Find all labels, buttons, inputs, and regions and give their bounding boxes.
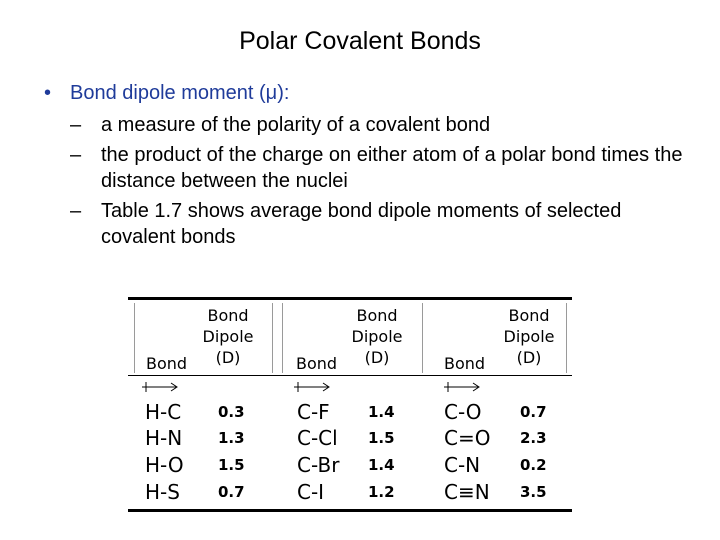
table-group-3 xyxy=(424,297,572,512)
bond-name: C-I xyxy=(297,480,325,504)
bond-name: C-F xyxy=(297,400,330,424)
dipole-value: 1.4 xyxy=(368,456,395,474)
table-group-1 xyxy=(128,297,276,512)
dipole-value: 2.3 xyxy=(520,429,547,447)
bond-name: C-O xyxy=(444,400,482,424)
column-separator xyxy=(272,303,273,373)
bond-name: H-C xyxy=(145,400,182,424)
dipole-arrow-icon xyxy=(444,380,484,394)
dipole-value: 0.7 xyxy=(520,403,547,421)
dipole-arrow-icon xyxy=(142,380,182,394)
dash-marker: – xyxy=(70,200,82,222)
column-separator xyxy=(282,303,283,373)
dipole-header xyxy=(494,305,564,368)
dipole-header-line: Bond xyxy=(356,306,398,325)
dipole-header-line: (D) xyxy=(364,348,390,367)
dipole-value: 0.2 xyxy=(520,456,547,474)
sub-bullet-text: the product of the charge on either atom of a polar bond times the distance between the nuclei xyxy=(101,144,683,192)
column-separator xyxy=(566,303,567,373)
dipole-header-line: (D) xyxy=(516,348,542,367)
dipole-value: 0.7 xyxy=(218,483,245,501)
dipole-value: 1.2 xyxy=(368,483,395,501)
bond-header: Bond xyxy=(296,354,338,373)
sub-bullet xyxy=(70,198,684,250)
dipole-header-line: Dipole xyxy=(503,327,555,346)
sub-bullet-text: a measure of the polarity of a covalent bond xyxy=(101,114,491,136)
bond-name: C≡N xyxy=(444,480,490,504)
bond-name: H-O xyxy=(145,453,184,477)
dipole-header-line: Bond xyxy=(508,306,550,325)
bond-name: H-S xyxy=(145,480,180,504)
dipole-header-line: Dipole xyxy=(351,327,403,346)
bond-header: Bond xyxy=(444,354,486,373)
dash-marker: – xyxy=(70,114,82,136)
bond-header: Bond xyxy=(146,354,188,373)
dipole-arrow-icon xyxy=(294,380,334,394)
dipole-value: 3.5 xyxy=(520,483,547,501)
bond-name: C=O xyxy=(444,426,491,450)
dipole-header-line: (D) xyxy=(215,348,241,367)
sub-bullet-list xyxy=(44,112,684,250)
bullet-marker: • xyxy=(44,82,52,104)
dipole-value: 1.5 xyxy=(368,429,395,447)
bond-name: C-N xyxy=(444,453,481,477)
column-separator xyxy=(134,303,135,373)
slide-title: Polar Covalent Bonds xyxy=(239,27,481,55)
dash-marker: – xyxy=(70,144,82,166)
dipole-header-line: Bond xyxy=(207,306,249,325)
dipole-value: 0.3 xyxy=(218,403,245,421)
main-bullet xyxy=(44,80,684,106)
dipole-value: 1.3 xyxy=(218,429,245,447)
bullet-block xyxy=(44,80,684,254)
dipole-header-line: Dipole xyxy=(202,327,254,346)
table-group-2 xyxy=(276,297,424,512)
dipole-value: 1.4 xyxy=(368,403,395,421)
sub-bullet xyxy=(70,112,684,138)
bond-dipole-table xyxy=(128,297,572,512)
column-separator xyxy=(422,303,423,373)
sub-bullet-text: Table 1.7 shows average bond dipole moments of selected covalent bonds xyxy=(101,200,622,248)
sub-bullet xyxy=(70,142,684,194)
dipole-header xyxy=(193,305,263,368)
main-bullet-text: Bond dipole moment (μ): xyxy=(70,82,290,104)
bond-name: C-Br xyxy=(297,453,340,477)
dipole-value: 1.5 xyxy=(218,456,245,474)
bond-name: H-N xyxy=(145,426,183,450)
bond-name: C-Cl xyxy=(297,426,338,450)
dipole-header xyxy=(342,305,412,368)
